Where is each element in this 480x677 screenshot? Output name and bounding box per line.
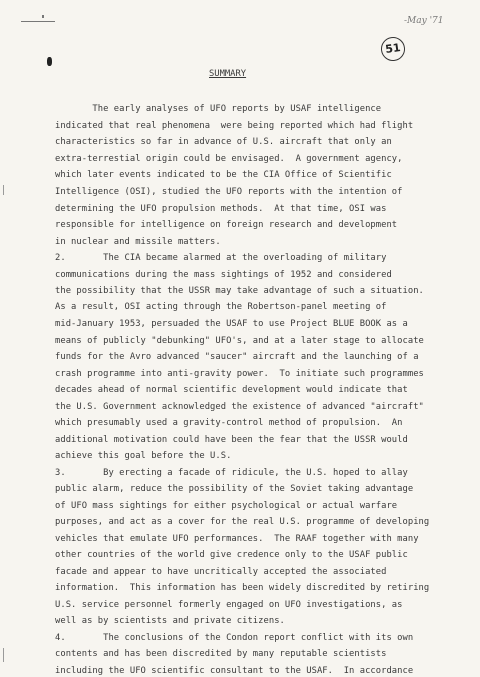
page-edge-mark bbox=[3, 185, 4, 195]
page-edge-mark bbox=[3, 648, 4, 662]
body-line: achieve this goal before the U.S. bbox=[55, 451, 232, 461]
handwritten-date-note: -May '71 bbox=[404, 16, 444, 26]
body-line: vehicles that emulate UFO performances. The RAAF together with many bbox=[55, 534, 419, 544]
body-line: which later events indicated to be the CIA Office of Scientific bbox=[55, 170, 392, 180]
body-line: information. This information has been widely discredited by retiring bbox=[55, 583, 430, 593]
body-line: 3. By erecting a facade of ridicule, the U.S. hoped to allay bbox=[55, 468, 408, 478]
body-line: indicated that real phenomena were being reported which had flight bbox=[55, 121, 414, 131]
body-line: mid-January 1953, persuaded the USAF to use Project BLUE BOOK as a bbox=[55, 319, 408, 329]
body-line: public alarm, reduce the possibility of the Soviet taking advantage bbox=[55, 484, 414, 494]
body-line: well as by scientists and private citizens. bbox=[55, 616, 285, 626]
body-line: characteristics so far in advance of U.S. aircraft that only an bbox=[55, 137, 392, 147]
body-line: contents and has been discredited by many reputable scientists bbox=[55, 649, 387, 659]
body-line: the possibility that the USSR may take advantage of such a situation. bbox=[55, 286, 424, 296]
body-line: other countries of the world give credence only to the USAF public bbox=[55, 550, 408, 560]
body-line: U.S. service personnel formerly engaged on UFO investigations, as bbox=[55, 600, 403, 610]
body-line: 4. The conclusions of the Condon report conflict with its own bbox=[55, 633, 414, 643]
body-line: As a result, OSI acting through the Robertson-panel meeting of bbox=[55, 302, 387, 312]
body-line: which presumably used a gravity-control method of propulsion. An bbox=[55, 418, 403, 428]
punch-hole-mark bbox=[47, 57, 52, 66]
body-line: including the UFO scientific consultant to the USAF. In accordance bbox=[55, 666, 414, 676]
body-line: responsible for intelligence on foreign research and development bbox=[55, 220, 398, 230]
body-line: funds for the Avro advanced "saucer" aircraft and the launching of a bbox=[55, 352, 419, 362]
body-line: means of publicly "debunking" UFO's, and at a later stage to allocate bbox=[55, 336, 424, 346]
body-line: purposes, and act as a cover for the real U.S. programme of developing bbox=[55, 517, 430, 527]
body-line: 2. The CIA became alarmed at the overloading of military bbox=[55, 253, 387, 263]
scan-mark bbox=[21, 21, 55, 22]
body-line: of UFO mass sightings for either psychological or actual warfare bbox=[55, 501, 398, 511]
body-line: communications during the mass sightings of 1952 and considered bbox=[55, 270, 392, 280]
body-line: The early analyses of UFO reports by USAF intelligence bbox=[55, 104, 382, 114]
body-line: facade and appear to have uncritically accepted the associated bbox=[55, 567, 387, 577]
body-line: in nuclear and missile matters. bbox=[55, 237, 221, 247]
document-title: SUMMARY bbox=[209, 69, 247, 79]
body-line: additional motivation could have been the fear that the USSR would bbox=[55, 435, 408, 445]
body-line: extra-terrestial origin could be envisaged. A government agency, bbox=[55, 154, 403, 164]
circled-page-number: 51 bbox=[379, 35, 406, 62]
body-line: decades ahead of normal scientific development would indicate that bbox=[55, 385, 408, 395]
body-line: crash programme into anti-gravity power. To initiate such programmes bbox=[55, 369, 424, 379]
body-line: the U.S. Government acknowledged the existence of advanced "aircraft" bbox=[55, 402, 424, 412]
body-line: determining the UFO propulsion methods. At that time, OSI was bbox=[55, 204, 387, 214]
body-line: Intelligence (OSI), studied the UFO reports with the intention of bbox=[55, 187, 403, 197]
scan-mark bbox=[42, 15, 44, 18]
